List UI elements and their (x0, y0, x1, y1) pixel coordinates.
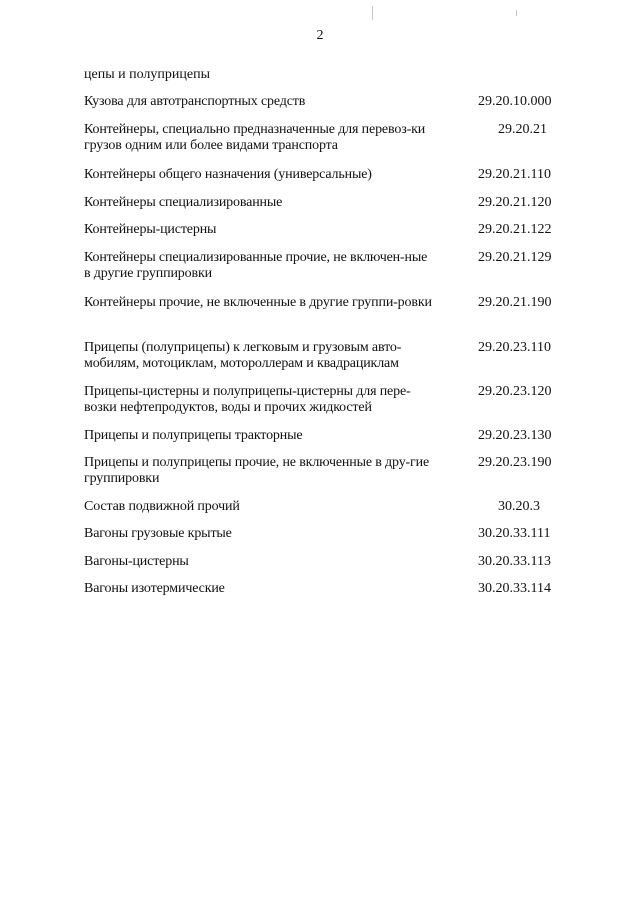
item-code: 29.20.21.129 (478, 250, 552, 265)
item-name: Контейнеры прочие, не включенные в другие группи-ровки (84, 295, 432, 310)
item-code: 29.20.10.000 (478, 94, 552, 109)
item-code: 30.20.33.114 (478, 581, 551, 596)
table-row (84, 526, 564, 542)
item-code: 29.20.23.120 (478, 384, 552, 399)
item-code: 29.20.21.110 (478, 167, 551, 182)
item-code: 30.20.33.113 (478, 554, 551, 569)
page-number: 2 (316, 28, 324, 43)
table-row (84, 94, 564, 110)
item-name: Контейнеры специализированные прочие, не включен-ные в другие группировки (84, 250, 428, 281)
table-row (84, 122, 564, 154)
item-code: 29.20.21.122 (478, 222, 552, 237)
item-name: Прицепы и полуприцепы прочие, не включенные в дру-гие группировки (84, 455, 430, 486)
item-name: Прицепы и полуприцепы тракторные (84, 428, 303, 443)
item-name: Контейнеры, специально предназначенные для перевоз-ки грузов одним или более видами транспорта (84, 122, 426, 153)
item-code: 29.20.23.190 (478, 455, 552, 470)
item-code: 29.20.21.190 (478, 295, 552, 310)
table-row (84, 455, 564, 487)
item-code: 29.20.23.130 (478, 428, 552, 443)
continuation-text: цепы и полуприцепы (84, 67, 210, 82)
item-name: Состав подвижной прочий (84, 499, 240, 514)
table-row (84, 340, 564, 372)
table-row (84, 384, 564, 416)
item-code: 29.20.21.120 (478, 195, 552, 210)
item-name: Контейнеры-цистерны (84, 222, 217, 237)
item-code: 29.20.21 (498, 122, 547, 137)
item-name: Кузова для автотранспортных средств (84, 94, 306, 109)
item-name: Вагоны грузовые крытые (84, 526, 232, 541)
table-row (84, 250, 564, 282)
table-row (84, 167, 564, 183)
item-code: 30.20.33.111 (478, 526, 551, 541)
scan-mark (516, 10, 517, 16)
table-row (84, 554, 564, 570)
item-name: Контейнеры специализированные (84, 195, 283, 210)
item-name: Вагоны-цистерны (84, 554, 189, 569)
item-name: Прицепы-цистерны и полуприцепы-цистерны для пере-возки нефтепродуктов, воды и прочих жидкостей (84, 384, 411, 415)
item-name: Контейнеры общего назначения (универсальные) (84, 167, 372, 182)
item-code: 30.20.3 (498, 499, 540, 514)
item-code: 29.20.23.110 (478, 340, 551, 355)
table-row (84, 499, 564, 515)
table-row (84, 428, 564, 444)
item-name: Прицепы (полуприцепы) к легковым и грузовым авто-мобилям, мотоциклам, мотороллерам и квадрациклам (84, 340, 402, 371)
table-row (84, 295, 564, 311)
table-row (84, 581, 564, 597)
item-name: Вагоны изотермические (84, 581, 225, 596)
table-row (84, 222, 564, 238)
table-row (84, 195, 564, 211)
scan-mark (372, 6, 373, 20)
